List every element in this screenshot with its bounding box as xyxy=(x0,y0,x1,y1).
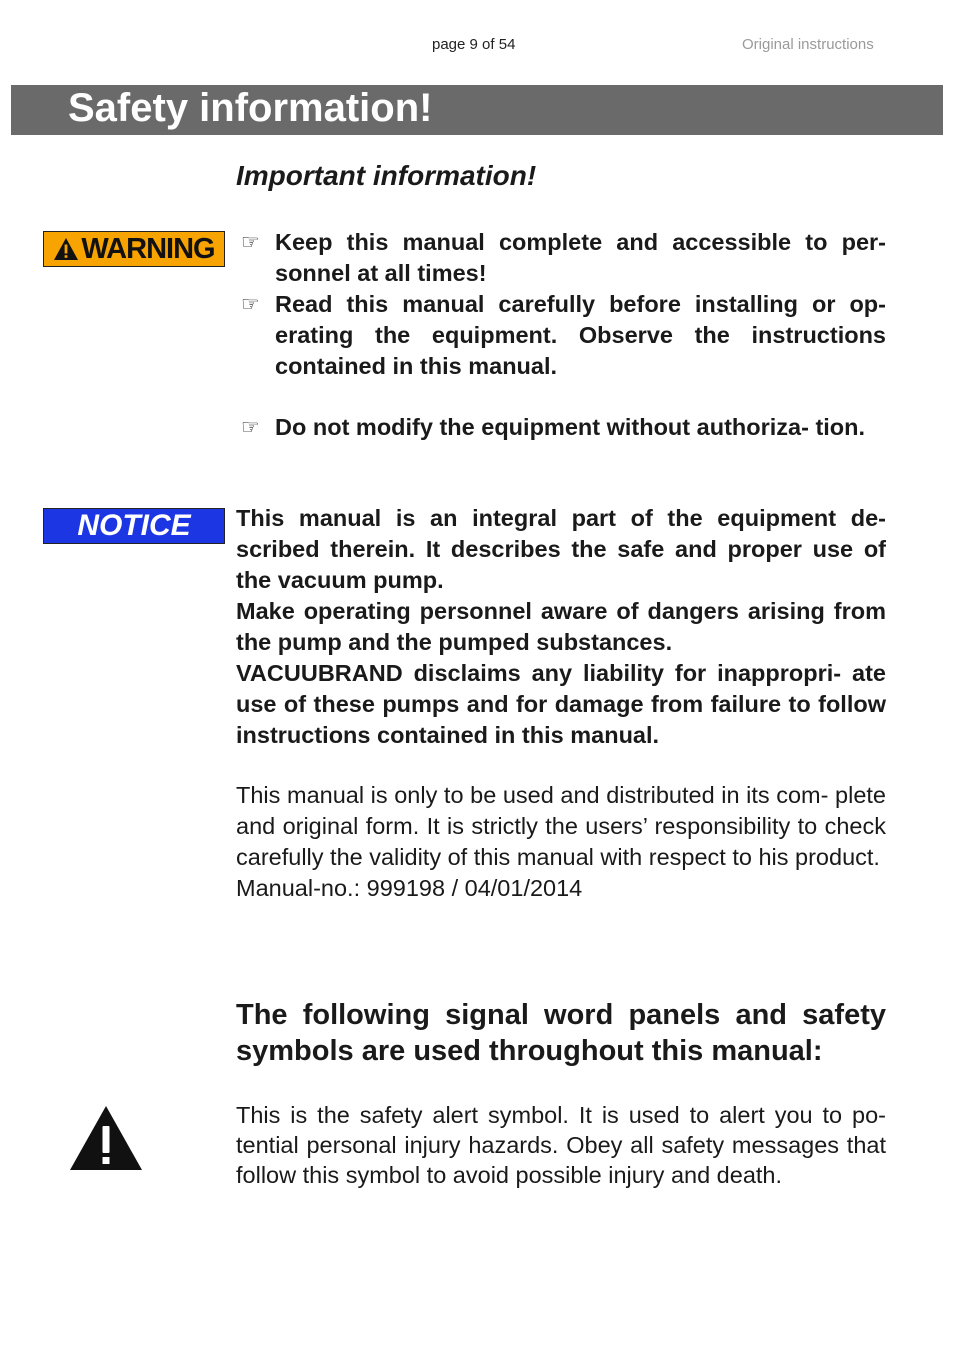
safety-alert-description: This is the safety alert symbol. It is used to alert you to po- tential personal injury hazards. Obey all safety messages that follow this symbol to avoid possible injury and death. xyxy=(236,1102,886,1188)
notice-paragraph: VACUUBRAND disclaims any liability for inappropri- ate use of these pumps and for damage from failure to follow instructions contained in this manual. xyxy=(236,660,886,748)
bullet-text: Read this manual carefully before installing or op- erating the equipment. Observe the instructions contained in this manual. xyxy=(275,291,886,379)
title-bar xyxy=(11,85,943,135)
manual-usage-text xyxy=(236,780,886,904)
pointing-hand-icon: ☞ xyxy=(241,293,260,316)
notice-paragraph: This manual is an integral part of the equipment de- scribed therein. It describes the safe and proper use of the vacuum pump. xyxy=(236,505,886,593)
header-original-instructions: Original instructions xyxy=(742,36,874,53)
warning-signal-panel xyxy=(43,231,225,267)
warning-word: WARNING xyxy=(81,232,215,265)
notice-word: NOTICE xyxy=(77,509,191,542)
notice-paragraph: Make operating personnel aware of dangers arising from the pump and the pumped substances. xyxy=(236,598,886,655)
bullet-text: Do not modify the equipment without authoriza- tion. xyxy=(275,414,866,440)
list-item xyxy=(241,227,886,289)
info-paragraph: This manual is only to be used and distributed in its com- plete and original form. It is strictly the users’ responsibility to check carefully the validity of this manual with respect to his product. xyxy=(236,782,886,870)
list-item xyxy=(241,412,886,443)
manual-number: Manual-no.: 999198 / 04/01/2014 xyxy=(236,875,583,901)
warning-bullet-list xyxy=(241,227,886,443)
warning-triangle-icon xyxy=(69,1105,143,1171)
warning-triangle-icon xyxy=(53,237,79,261)
pointing-hand-icon: ☞ xyxy=(241,231,260,254)
important-information-heading: Important information! xyxy=(236,160,537,191)
bullet-text: Keep this manual complete and accessible to per- sonnel at all times! xyxy=(275,229,886,286)
page-title: Safety information! xyxy=(68,86,433,130)
notice-signal-panel xyxy=(43,508,225,544)
list-item xyxy=(241,289,886,382)
page-number: page 9 of 54 xyxy=(432,36,516,53)
notice-text xyxy=(236,503,886,751)
pointing-hand-icon: ☞ xyxy=(241,416,260,439)
signal-words-heading: The following signal word panels and safety symbols are used throughout this manual: xyxy=(236,999,886,1067)
